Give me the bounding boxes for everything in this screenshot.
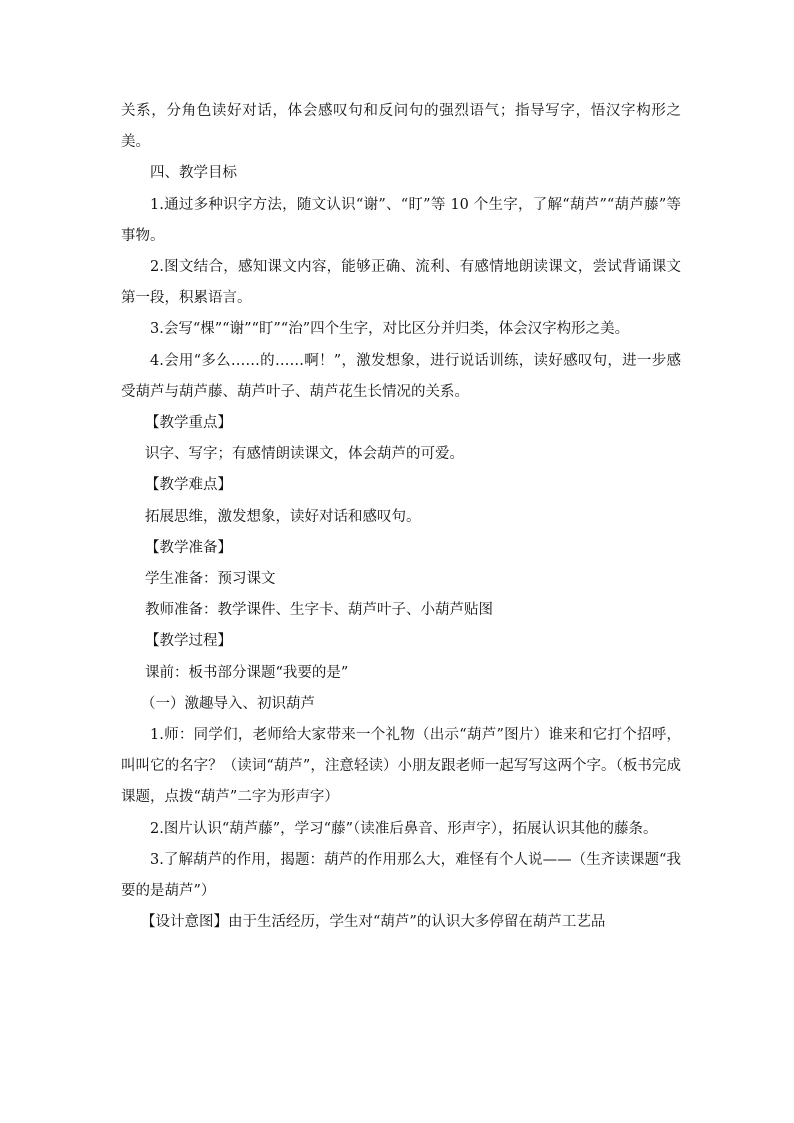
paragraph-intro-continuation: 关系，分角色读好对话，体会感叹句和反问句的强烈语气；指导写字，悟汉字构形之美。 <box>121 103 681 151</box>
difficulties-text: 拓展思维，激发想象，读好对话和感叹句。 <box>145 508 421 525</box>
heading-preparation: 【教学准备】 <box>145 539 232 556</box>
process-step-2: 2.图片认识“葫芦藤”，学习“藤”（读准后鼻音、形声字），拓展认识其他的藤条。 <box>150 820 658 837</box>
design-intent-text: 【设计意图】由于生活经历，学生对“葫芦”的认识大多停留在葫芦工艺品 <box>141 914 606 931</box>
student-preparation-text: 学生准备：预习课文 <box>145 571 276 588</box>
heading-key-points: 【教学重点】 <box>145 415 232 432</box>
process-step-1: 1.师：同学们，老师给大家带来一个礼物（出示“葫芦”图片）谁来和它打个招呼，叫叫它的名字？（读词“葫芦”，注意轻读）小朋友跟老师一起写写这两个字。（板书完成课题，点拨“葫芦”二字为形声字） <box>121 727 681 806</box>
goal-item-2: 2.图文结合，感知课文内容，能够正确、流利、有感情地朗读课文，尝试背诵课文第一段，积累语言。 <box>121 259 681 307</box>
heading-difficulties: 【教学难点】 <box>145 477 232 494</box>
subsection-heading-intro: （一）激趣导入、初识葫芦 <box>141 695 315 712</box>
heading-teaching-process: 【教学过程】 <box>145 633 232 650</box>
key-points-text: 识字、写字；有感情朗读课文，体会葫芦的可爱。 <box>145 446 464 463</box>
section-heading-teaching-goals: 四、教学目标 <box>150 165 237 182</box>
process-step-3: 3.了解葫芦的作用，揭题：葫芦的作用那么大，难怪有个人说——（生齐读课题“我要的是葫芦”） <box>121 851 681 900</box>
goal-item-1: 1.通过多种识字方法，随文认识“谢”、“盯”等 10 个生字，了解“葫芦”“葫芦藤”等事物。 <box>121 196 681 244</box>
teacher-preparation-text: 教师准备：教学课件、生字卡、葫芦叶子、小葫芦贴图 <box>145 602 493 619</box>
goal-item-4: 4.会用“多么……的……啊！”，激发想象，进行说话训练，读好感叹句，进一步感受葫芦与葫芦藤、葫芦叶子、葫芦花生长情况的关系。 <box>121 352 681 400</box>
document-page <box>121 96 681 938</box>
pre-class-text: 课前：板书部分课题“我要的是” <box>145 664 349 681</box>
goal-item-3: 3.会写“棵”“谢”“盯”“治”四个生字，对比区分并归类，体会汉字构形之美。 <box>150 321 630 338</box>
